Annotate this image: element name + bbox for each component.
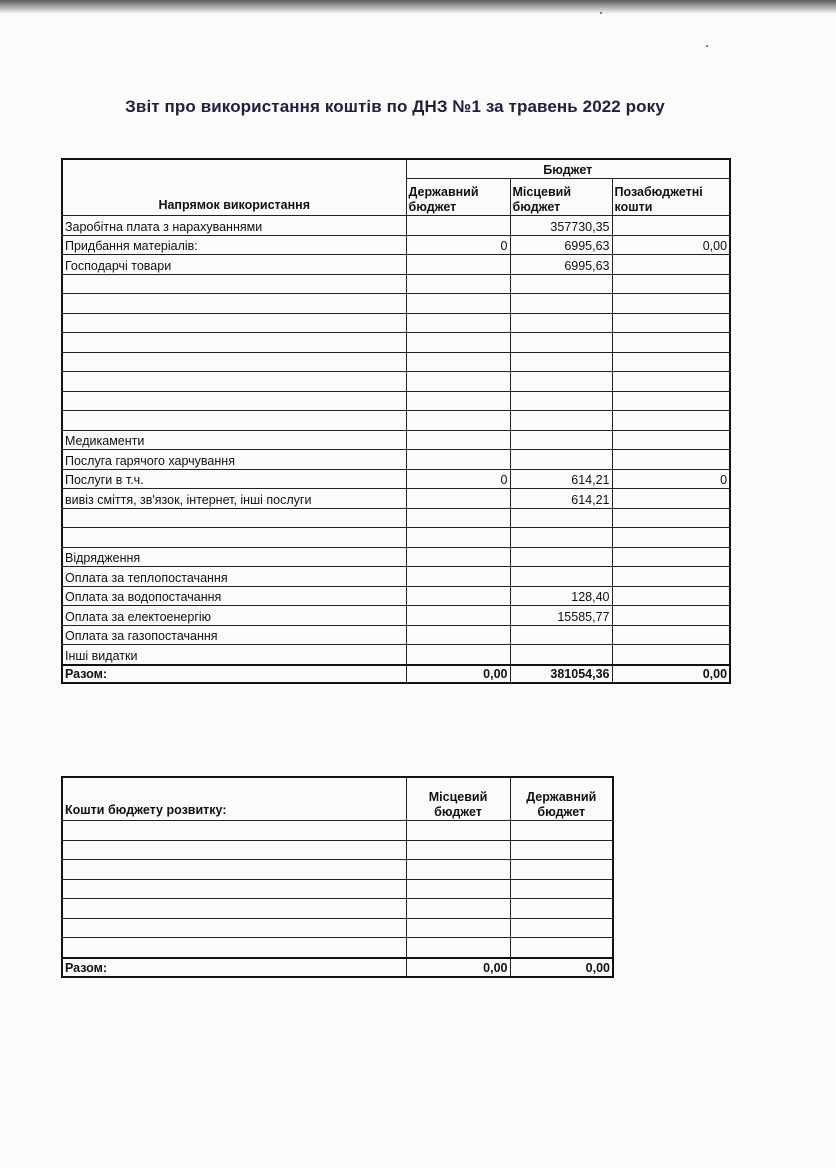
cell-local <box>510 430 612 450</box>
cell-state <box>406 547 510 567</box>
dev-total-row <box>62 958 613 977</box>
cell-state <box>406 508 510 528</box>
scan-speck <box>706 45 708 47</box>
table-row <box>62 879 613 899</box>
table-row <box>62 469 730 489</box>
table-row <box>62 216 730 236</box>
dev-total-local: 0,00 <box>406 958 510 977</box>
cell-local: 6995,63 <box>510 235 612 255</box>
cell-name: Заробітна плата з нарахуваннями <box>62 216 406 236</box>
cell-local <box>510 625 612 645</box>
empty-cell <box>510 840 613 860</box>
cell-name: Оплата за електоенергію <box>62 606 406 626</box>
cell-state <box>406 216 510 236</box>
table-row <box>62 333 730 353</box>
dev-header-state: Державний бюджет <box>510 777 613 821</box>
cell-extra <box>612 430 730 450</box>
cell-name: Господарчі товари <box>62 255 406 275</box>
cell-name: Оплата за газопостачання <box>62 625 406 645</box>
header-row-budget <box>62 159 730 179</box>
cell-state <box>406 606 510 626</box>
table-row <box>62 645 730 665</box>
cell-state <box>406 274 510 294</box>
table-row <box>62 372 730 392</box>
table-row <box>62 235 730 255</box>
cell-local <box>510 508 612 528</box>
empty-cell <box>62 938 406 958</box>
cell-local: 357730,35 <box>510 216 612 236</box>
cell-name <box>62 333 406 353</box>
table-row <box>62 411 730 431</box>
table-row <box>62 606 730 626</box>
dev-total-state: 0,00 <box>510 958 613 977</box>
cell-local: 6995,63 <box>510 255 612 275</box>
empty-cell <box>406 879 510 899</box>
empty-cell <box>62 821 406 841</box>
cell-state <box>406 450 510 470</box>
cell-extra <box>612 547 730 567</box>
cell-extra <box>612 313 730 333</box>
cell-state <box>406 333 510 353</box>
cell-extra <box>612 489 730 509</box>
cell-state <box>406 411 510 431</box>
empty-cell <box>510 821 613 841</box>
cell-extra <box>612 352 730 372</box>
cell-extra <box>612 372 730 392</box>
cell-local <box>510 333 612 353</box>
cell-name <box>62 372 406 392</box>
header-extra-budget: Позабюджетні кошти <box>612 179 730 216</box>
table-row <box>62 313 730 333</box>
table-row <box>62 567 730 587</box>
cell-extra <box>612 333 730 353</box>
table-row <box>62 899 613 919</box>
cell-name: Оплата за теплопостачання <box>62 567 406 587</box>
empty-cell <box>510 860 613 880</box>
cell-extra <box>612 450 730 470</box>
cell-extra <box>612 606 730 626</box>
empty-cell <box>62 860 406 880</box>
cell-name <box>62 313 406 333</box>
empty-cell <box>406 918 510 938</box>
total-local: 381054,36 <box>510 665 612 683</box>
cell-extra <box>612 586 730 606</box>
cell-name: Послуги в т.ч. <box>62 469 406 489</box>
total-label: Разом: <box>62 665 406 683</box>
cell-name <box>62 391 406 411</box>
total-state: 0,00 <box>406 665 510 683</box>
cell-local <box>510 352 612 372</box>
table-row <box>62 294 730 314</box>
cell-name: Придбання матеріалів: <box>62 235 406 255</box>
cell-extra <box>612 216 730 236</box>
cell-extra <box>612 508 730 528</box>
cell-name <box>62 528 406 548</box>
cell-extra: 0 <box>612 469 730 489</box>
cell-local <box>510 645 612 665</box>
cell-local <box>510 294 612 314</box>
expense-table <box>61 158 731 684</box>
dev-header-name: Кошти бюджету розвитку: <box>62 777 406 821</box>
table-row <box>62 938 613 958</box>
development-budget-table <box>61 776 614 978</box>
cell-local <box>510 391 612 411</box>
cell-name <box>62 294 406 314</box>
table-row <box>62 625 730 645</box>
empty-cell <box>406 899 510 919</box>
dev-header-local: Місцевий бюджет <box>406 777 510 821</box>
table-row <box>62 918 613 938</box>
cell-extra <box>612 294 730 314</box>
cell-extra <box>612 391 730 411</box>
table-row <box>62 352 730 372</box>
cell-local: 128,40 <box>510 586 612 606</box>
cell-state <box>406 567 510 587</box>
cell-state <box>406 294 510 314</box>
cell-extra <box>612 567 730 587</box>
table-row <box>62 860 613 880</box>
empty-cell <box>406 860 510 880</box>
empty-cell <box>406 938 510 958</box>
cell-name: Оплата за водопостачання <box>62 586 406 606</box>
dev-total-label: Разом: <box>62 958 406 977</box>
cell-name: Відрядження <box>62 547 406 567</box>
cell-extra <box>612 274 730 294</box>
empty-cell <box>510 879 613 899</box>
cell-local <box>510 274 612 294</box>
cell-name: Інші видатки <box>62 645 406 665</box>
header-state-budget: Державний бюджет <box>406 179 510 216</box>
scan-speck <box>600 12 602 14</box>
table-row <box>62 255 730 275</box>
cell-extra <box>612 645 730 665</box>
table-row <box>62 821 613 841</box>
cell-name: Медикаменти <box>62 430 406 450</box>
cell-name <box>62 274 406 294</box>
cell-state <box>406 645 510 665</box>
cell-state <box>406 430 510 450</box>
cell-state <box>406 255 510 275</box>
cell-local <box>510 528 612 548</box>
empty-cell <box>510 938 613 958</box>
empty-cell <box>62 899 406 919</box>
cell-local: 15585,77 <box>510 606 612 626</box>
empty-cell <box>62 840 406 860</box>
cell-extra <box>612 255 730 275</box>
empty-cell <box>510 918 613 938</box>
table-row <box>62 489 730 509</box>
cell-local <box>510 547 612 567</box>
cell-state: 0 <box>406 469 510 489</box>
cell-name <box>62 411 406 431</box>
total-row <box>62 665 730 683</box>
header-local-budget: Місцевий бюджет <box>510 179 612 216</box>
table-row <box>62 508 730 528</box>
cell-state <box>406 489 510 509</box>
cell-extra: 0,00 <box>612 235 730 255</box>
empty-cell <box>406 840 510 860</box>
table-row <box>62 450 730 470</box>
table-row <box>62 840 613 860</box>
cell-local <box>510 411 612 431</box>
cell-local: 614,21 <box>510 489 612 509</box>
cell-extra <box>612 411 730 431</box>
table-row <box>62 547 730 567</box>
scan-top-edge <box>0 0 836 14</box>
table-row <box>62 391 730 411</box>
total-extra: 0,00 <box>612 665 730 683</box>
cell-name: Послуга гарячого харчування <box>62 450 406 470</box>
cell-name <box>62 508 406 528</box>
table-row <box>62 586 730 606</box>
table-row <box>62 430 730 450</box>
table-row <box>62 528 730 548</box>
header-direction: Напрямок використання <box>62 159 406 216</box>
dev-header-row <box>62 777 613 821</box>
cell-state <box>406 313 510 333</box>
cell-local: 614,21 <box>510 469 612 489</box>
cell-state <box>406 528 510 548</box>
cell-state: 0 <box>406 235 510 255</box>
cell-extra <box>612 528 730 548</box>
cell-state <box>406 352 510 372</box>
cell-state <box>406 391 510 411</box>
cell-name: вивіз сміття, зв'язок, інтернет, інші послуги <box>62 489 406 509</box>
cell-local <box>510 450 612 470</box>
empty-cell <box>510 899 613 919</box>
cell-state <box>406 625 510 645</box>
table-row <box>62 274 730 294</box>
cell-name <box>62 352 406 372</box>
header-budget: Бюджет <box>406 159 730 179</box>
empty-cell <box>62 918 406 938</box>
cell-local <box>510 313 612 333</box>
cell-state <box>406 372 510 392</box>
cell-local <box>510 567 612 587</box>
report-title: Звіт про використання коштів по ДНЗ №1 за травень 2022 року <box>125 97 665 116</box>
cell-state <box>406 586 510 606</box>
empty-cell <box>406 821 510 841</box>
empty-cell <box>62 879 406 899</box>
cell-local <box>510 372 612 392</box>
cell-extra <box>612 625 730 645</box>
